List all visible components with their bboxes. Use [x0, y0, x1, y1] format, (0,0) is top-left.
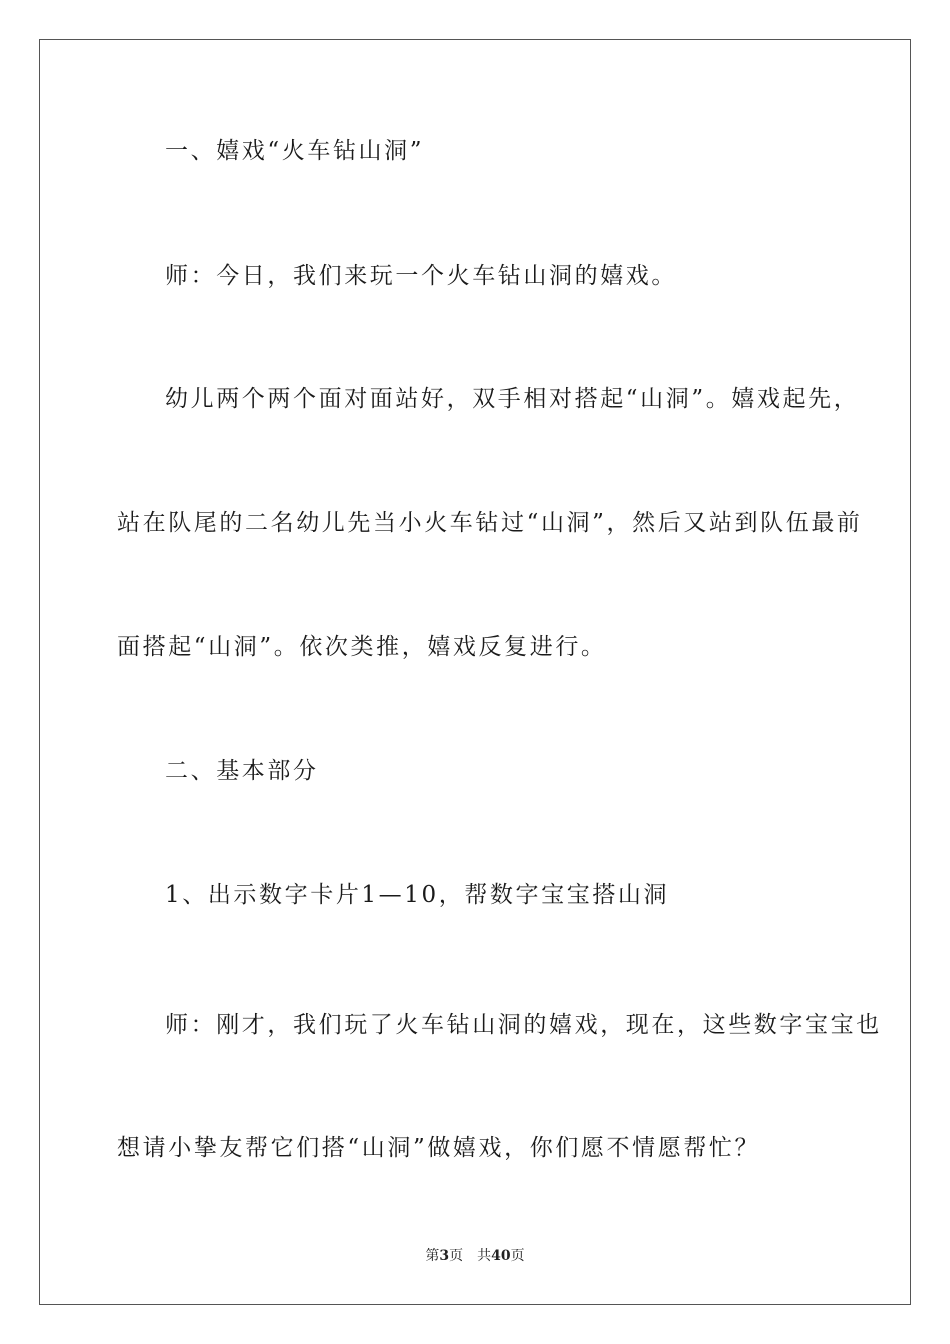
page-footer [0, 1247, 950, 1265]
page-suffix: 页 [449, 1248, 464, 1264]
total-pages: 40 [491, 1248, 511, 1264]
page-border [39, 39, 911, 1305]
paragraph-line: 师：今日，我们来玩一个火车钻山洞的嬉戏。 [165, 263, 677, 289]
paragraph-line: 幼儿两个两个面对面站好，双手相对搭起“山洞”。嬉戏起先， [165, 386, 860, 412]
paragraph-line: 1、出示数字卡片1—10，帮数字宝宝搭山洞 [165, 882, 670, 908]
paragraph-line: 想请小挚友帮它们搭“山洞”做嬉戏，你们愿不情愿帮忙？ [117, 1135, 761, 1161]
page-number: 3 [439, 1248, 450, 1264]
total-prefix: 共 [477, 1248, 492, 1264]
section-heading: 二、基本部分 [165, 758, 319, 784]
section-heading: 一、嬉戏“火车钻山洞” [165, 138, 425, 164]
page-prefix: 第 [425, 1248, 440, 1264]
paragraph-line: 师：刚才，我们玩了火车钻山洞的嬉戏，现在，这些数字宝宝也 [165, 1012, 882, 1038]
paragraph-line: 面搭起“山洞”。依次类推，嬉戏反复进行。 [117, 634, 607, 660]
total-suffix: 页 [510, 1248, 525, 1264]
paragraph-line: 站在队尾的二名幼儿先当小火车钻过“山洞”，然后又站到队伍最前 [117, 510, 863, 536]
